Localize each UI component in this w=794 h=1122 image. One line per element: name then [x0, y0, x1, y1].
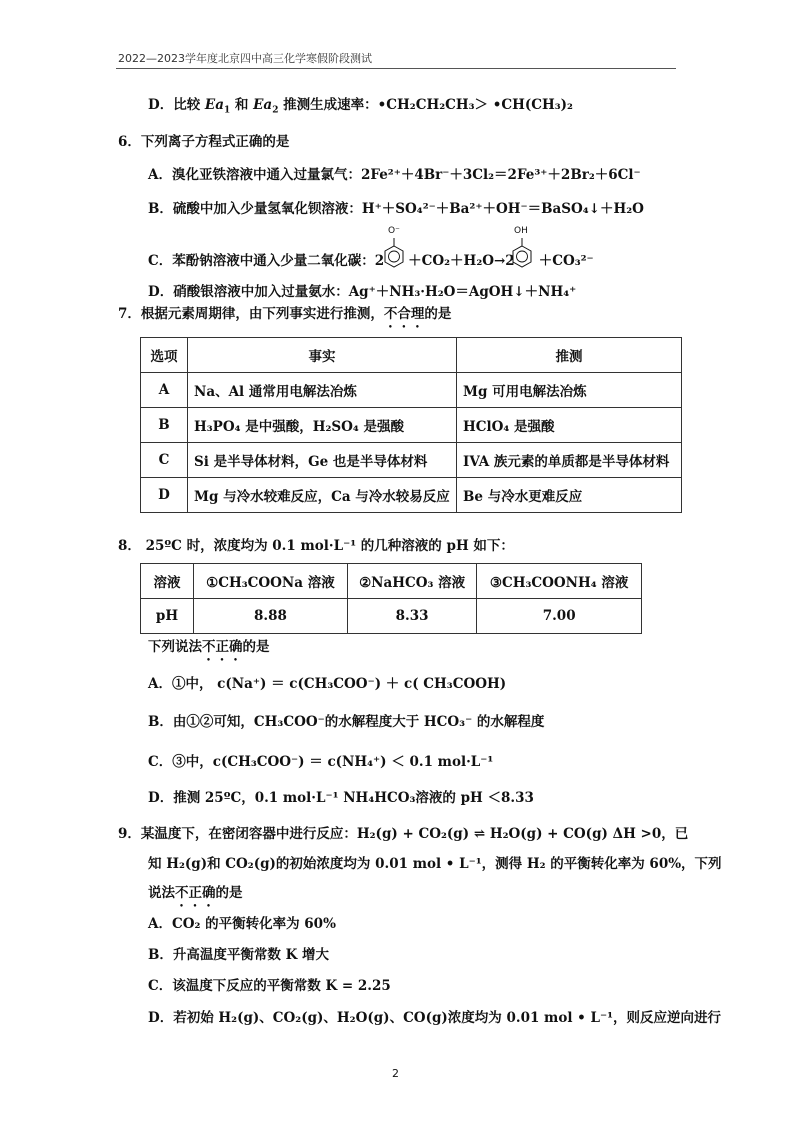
q8-substem: 下列说法不正确的是 — [148, 639, 270, 655]
table-header-row: 溶液 ①CH₃COONa 溶液 ②NaHCO₃ 溶液 ③CH₃COONH₄ 溶液 — [141, 564, 642, 599]
q6-stem: 6．下列离子方程式正确的是 — [118, 134, 290, 150]
q8-option-a: A．①中， c(Na⁺) ＝ c(CH₃COO⁻) ＋ c( CH₃COOH) — [148, 676, 507, 692]
page-number: 2 — [392, 1067, 399, 1080]
q9-option-c: C．该温度下反应的平衡常数 K = 2.25 — [148, 978, 391, 994]
phenoxide-structure — [382, 228, 408, 278]
q8-option-b: B．由①②可知，CH₃COO⁻的水解程度大于 HCO₃⁻ 的水解程度 — [148, 714, 545, 730]
table-row: pH 8.88 8.33 7.00 — [141, 599, 642, 634]
q6-option-a: A．溴化亚铁溶液中通入过量氯气：2Fe²⁺＋4Br⁻＋3Cl₂＝2Fe³⁺＋2Br₂＋6Cl⁻ — [148, 167, 641, 183]
q6-option-c: C．苯酚钠溶液中通入少量二氧化碳：2 ＋CO₂＋H₂O→2 ＋CO₃²⁻ — [148, 253, 594, 269]
phenol-structure — [510, 228, 536, 278]
q8-option-c: C．③中，c(CH₃COO⁻) ＝ c(NH₄⁺) ＜ 0.1 mol·L⁻¹ — [148, 754, 494, 770]
q6-option-b: B．硫酸中加入少量氢氧化钡溶液：H⁺＋SO₄²⁻＋Ba²⁺＋OH⁻＝BaSO₄↓＋H₂O — [148, 201, 644, 217]
q9-option-a: A．CO₂ 的平衡转化率为 60% — [148, 916, 336, 932]
q8-table — [140, 563, 642, 634]
table-row: A Na、Al 通常用电解法冶炼 Mg 可用电解法冶炼 — [141, 373, 682, 408]
q8-option-d: D．推测 25ºC，0.1 mol·L⁻¹ NH₄HCO₃溶液的 pH ＜8.33 — [148, 790, 534, 806]
q9-stem-line2: 知 H₂(g)和 CO₂(g)的初始浓度均为 0.01 mol • L⁻¹，测得 H₂ 的平衡转化率为 60%，下列 — [148, 856, 722, 872]
table-header-row: 选项 事实 推测 — [141, 338, 682, 373]
table-row: B H₃PO₄ 是中强酸，H₂SO₄ 是强酸 HClO₄ 是强酸 — [141, 408, 682, 443]
q9-option-d: D．若初始 H₂(g)、CO₂(g)、H₂O(g)、CO(g)浓度均为 0.01 mol • L⁻¹，则反应逆向进行 — [148, 1010, 722, 1026]
header-rule — [116, 68, 676, 69]
table-row: C Si 是半导体材料，Ge 也是半导体材料 IVA 族元素的单质都是半导体材料 — [141, 443, 682, 478]
page-header: 2022—2023学年度北京四中高三化学寒假阶段测试 — [118, 52, 372, 65]
q6-option-d: D．硝酸银溶液中加入过量氨水：Ag⁺＋NH₃·H₂O＝AgOH↓＋NH₄⁺ — [148, 284, 577, 300]
q9-option-b: B．升高温度平衡常数 K 增大 — [148, 947, 330, 963]
table-row: D Mg 与冷水较难反应，Ca 与冷水较易反应 Be 与冷水更难反应 — [141, 478, 682, 513]
q7-stem: 7．根据元素周期律，由下列事实进行推测，不合理的是 — [118, 306, 452, 322]
q5-option-d: D．比较 $Ea_1$ 和 $Ea_2$ 推测生成速率：•CH₂CH₂CH₃＞ •CH(CH₃)₂ — [148, 97, 573, 116]
q9-stem-line3: 说法不正确的是 — [148, 885, 243, 901]
q7-table — [140, 337, 682, 513]
q8-stem: 8． 25ºC 时，浓度均为 0.1 mol·L⁻¹ 的几种溶液的 pH 如下： — [118, 538, 514, 554]
phenol-label: OH — [514, 226, 528, 236]
phenoxide-label: O⁻ — [388, 226, 400, 236]
q9-stem-line1: 9．某温度下，在密闭容器中进行反应：H₂(g) + CO₂(g) ⇌ H₂O(g) + CO(g) ΔH >0，已 — [118, 826, 689, 842]
